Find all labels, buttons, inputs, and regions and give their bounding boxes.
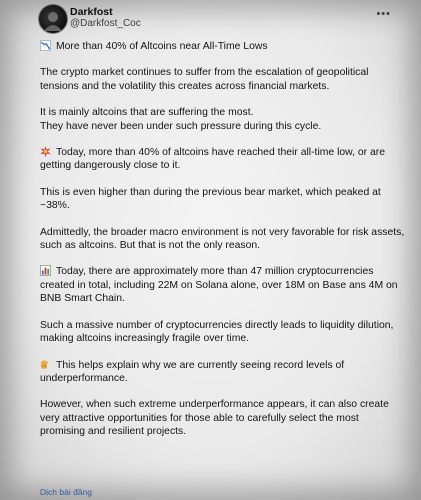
- paragraph-8: [40, 359, 406, 386]
- paragraph-2-line-2: They have never been under such pressure during this cycle.: [40, 120, 322, 132]
- paragraph-7: Such a massive number of cryptocurrencies directly leads to liquidity dilution, making altcoins increasingly fragile over time.: [40, 319, 394, 345]
- translate-post-link[interactable]: Dịch bài đăng: [40, 487, 92, 497]
- paragraph-2-line-1: It is mainly altcoins that are suffering the most.: [40, 107, 254, 119]
- paragraph-4: This is even higher than during the previous bear market, which peaked at ~38%.: [40, 186, 381, 212]
- paragraph-5: Admittedly, the broader macro environment is not very favorable for risk assets, such as altcoins. But that is not the only reason.: [40, 226, 405, 252]
- paragraph-8-text: This helps explain why we are currently seeing record levels of underperformance.: [40, 359, 345, 384]
- paragraph-3: [40, 146, 406, 173]
- collision-icon: [40, 146, 51, 157]
- paragraph-2: [40, 106, 406, 133]
- paragraph-3-text: Today, more than 40% of altcoins have reached their all-time low, or are getting dangerously close to it.: [40, 147, 386, 172]
- paragraph-6: [40, 265, 406, 305]
- paragraph-9: However, when such extreme underperformance appears, it can also create very attractive opportunities for those able to carefully select the most promising and resilient projects.: [40, 399, 389, 438]
- author-handle[interactable]: @Darkfost_Coc: [70, 18, 141, 29]
- post-body: [40, 40, 406, 452]
- avatar-image: [39, 5, 67, 33]
- avatar[interactable]: [38, 4, 68, 34]
- paragraph-6-text: Today, there are approximately more than 47 million cryptocurrencies created in total, including 22M on Solana alone, over 18M on Base ans 4M on BNB Smart Chain.: [40, 266, 398, 305]
- post-header: [36, 4, 421, 38]
- post-title: More than 40% of Altcoins near All-Time Lows: [56, 41, 268, 52]
- post-title-line: [40, 40, 406, 53]
- pointing-hand-icon: [40, 359, 51, 370]
- more-horizontal-icon[interactable]: •••: [376, 8, 391, 20]
- chart-decreasing-icon: [40, 40, 51, 51]
- author-info: [70, 6, 141, 30]
- bar-chart-icon: [40, 265, 51, 276]
- paragraph-1: The crypto market continues to suffer from the escalation of geopolitical tensions and the volatility this creates across financial markets.: [40, 67, 369, 92]
- author-display-name[interactable]: Darkfost: [70, 6, 113, 18]
